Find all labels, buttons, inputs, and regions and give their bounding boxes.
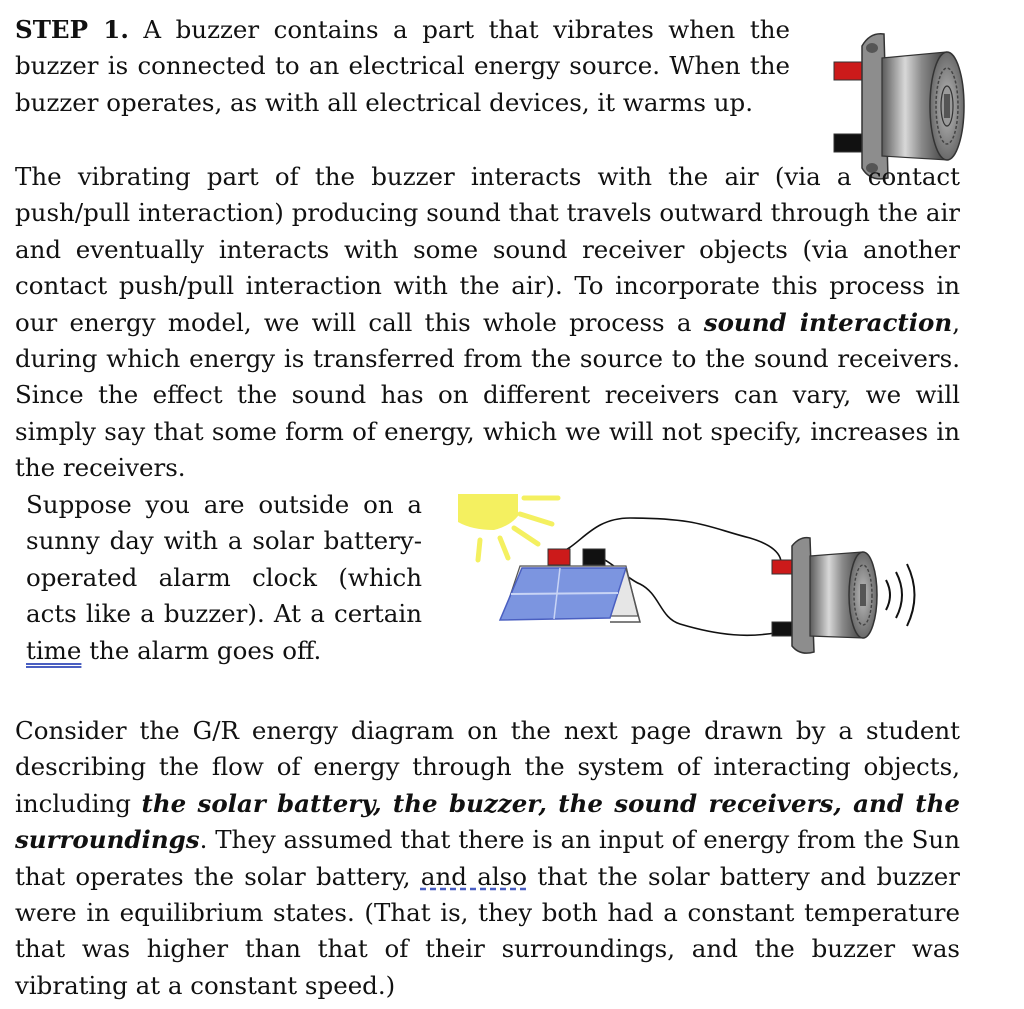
buzzer-small-icon <box>772 538 877 653</box>
p2-text-a: The vibrating part of the buzzer interacts with the air (via a contact push/pull interaction) producing sound that travels outward through the air and eventually interacts with some sound receiver objects (via another contact push/pull interaction with the air). To incorporate this process in our energy model, we will call this whole process a <box>15 162 960 337</box>
p4-text-a: Consider the G/R energy diagram on the next page drawn by a student describing the flow of energy through the system of interacting objects, including <box>15 716 960 818</box>
step-label: STEP 1. <box>15 15 129 44</box>
time-word: time <box>26 635 82 665</box>
p3-text-b: the alarm goes off. <box>81 635 322 665</box>
system-objects-list: the solar battery, the buzzer, the sound receivers, and the surroundings <box>15 788 960 855</box>
p4-text-c: that the solar battery and buzzer were in equilibrium states. (That is, they both had a constant temperature that was higher than that of their surroundings, and the buzzer was vibrating at a constant speed.) <box>15 861 960 1000</box>
sound-waves-icon <box>886 564 915 626</box>
p4-text-b: . They assumed that there is an input of energy from the Sun that operates the solar battery, <box>15 825 960 891</box>
sound-interaction-term: sound interaction <box>703 307 953 337</box>
step1-intro-text: A buzzer contains a part that vibrates when the buzzer is connected to an electrical energy source. When the buzzer operates, as with all electrical devices, it warms up. <box>15 15 790 117</box>
solar-battery-buzzer-scene <box>450 488 940 666</box>
p3-text-a: Suppose you are outside on a sunny day with a solar battery-operated alarm clock (which acts like a buzzer). At a certain <box>26 490 422 629</box>
and-also-phrase: and also <box>420 861 527 891</box>
sun-icon <box>458 494 558 560</box>
solar-panel-icon <box>500 566 640 622</box>
step1-intro-paragraph <box>15 12 790 121</box>
energy-diagram-paragraph <box>15 713 960 1004</box>
alarm-clock-paragraph <box>26 487 422 669</box>
sound-interaction-paragraph <box>15 159 960 487</box>
p2-text-b: , during which energy is transferred from the source to the sound receivers. Since the effect the sound has on different receivers can vary, we will simply say that some form of energy, which we will not specify, increases in the receivers. <box>15 307 960 483</box>
